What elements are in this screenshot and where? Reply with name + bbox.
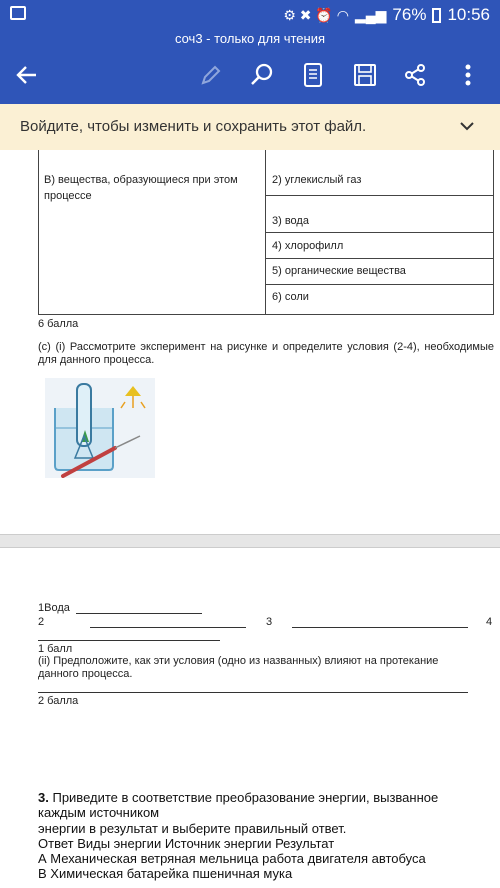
share-icon xyxy=(403,63,427,87)
answer-1-line xyxy=(76,613,202,614)
more-options-button[interactable] xyxy=(451,58,485,92)
read-mode-button[interactable] xyxy=(296,58,330,92)
back-arrow-icon xyxy=(14,62,40,88)
table-cell-left xyxy=(39,150,266,314)
clock: 10:56 xyxy=(447,5,490,24)
notification-icons: ⚙ ✖ ⏰ ◠ xyxy=(283,6,349,23)
score-label: 2 балла xyxy=(38,695,79,707)
row-divider xyxy=(266,195,494,196)
option-item: 4) хлорофилл xyxy=(272,240,344,252)
app-bar xyxy=(0,30,500,104)
answer-2-label: 2 xyxy=(38,616,45,628)
row-divider xyxy=(266,232,494,233)
banner-text: Войдите, чтобы изменить и сохранить этот файл. xyxy=(20,118,367,135)
question-3-line: А Механическая ветряная мельница работа двигателя автобуса xyxy=(38,851,426,866)
score-label: 6 балла xyxy=(38,318,79,330)
save-icon xyxy=(353,63,377,87)
share-button[interactable] xyxy=(398,58,432,92)
option-item: 6) соли xyxy=(272,291,309,303)
option-item: 5) органические вещества xyxy=(272,265,406,277)
document-icon xyxy=(302,62,324,88)
status-bar xyxy=(0,0,500,30)
question-3-line: энергии в результат и выберите правильный ответ. xyxy=(38,821,347,836)
row-divider xyxy=(266,284,494,285)
search-button[interactable] xyxy=(245,58,279,92)
answer-1: 1Вода xyxy=(38,602,70,614)
matching-table xyxy=(38,150,494,314)
gallery-icon xyxy=(10,6,26,20)
pencil-icon xyxy=(199,63,223,87)
battery-icon xyxy=(432,8,441,23)
option-item: 2) углекислый газ xyxy=(272,174,362,186)
chevron-down-icon[interactable] xyxy=(458,117,476,140)
question-3-text: Приведите в соответствие преобразование энергии, вызванное каждым источником xyxy=(38,790,439,820)
question-3-line: В Химическая батарейка пшеничная мука xyxy=(38,866,293,881)
task-c-text: (с) (i) Рассмотрите эксперимент на рисунке и определите условия (2-4), необходимые для данного процесса. xyxy=(38,341,494,366)
battery-level: 76% xyxy=(392,5,427,24)
edit-button[interactable] xyxy=(194,58,228,92)
search-icon xyxy=(249,62,275,88)
table-bottom-border xyxy=(38,314,494,315)
answer-4-label: 4 xyxy=(486,616,493,628)
question-3-number: 3. xyxy=(38,790,49,805)
task-ii-text: (ii) Предположите, как эти условия (одно из названных) влияют на протекание данного процесса. xyxy=(38,655,439,680)
answer-ii-line xyxy=(38,692,468,693)
document-title: соч3 - только для чтения xyxy=(174,31,326,46)
signal-icon: ▂▄▆ xyxy=(354,6,387,23)
more-vertical-icon xyxy=(464,63,472,87)
status-icons xyxy=(283,5,490,25)
question-3 xyxy=(38,790,478,820)
answer-2-line xyxy=(90,627,246,628)
save-button[interactable] xyxy=(348,58,382,92)
document-page xyxy=(0,150,500,888)
answer-4-line xyxy=(38,640,220,641)
option-item: 3) вода xyxy=(272,215,309,227)
row-divider xyxy=(266,258,494,259)
question-3-line: Ответ Виды энергии Источник энергии Результат xyxy=(38,836,335,851)
score-label: 1 балл xyxy=(38,643,73,655)
back-button[interactable] xyxy=(10,58,44,92)
table-cell-options xyxy=(266,150,494,314)
sign-in-banner[interactable] xyxy=(0,104,500,150)
experiment-illustration xyxy=(45,378,155,478)
answer-3-label: 3 xyxy=(266,616,273,628)
table-left-text: В) вещества, образующиеся при этом процессе xyxy=(44,174,238,202)
page-break xyxy=(0,534,500,548)
answer-3-line xyxy=(292,627,468,628)
